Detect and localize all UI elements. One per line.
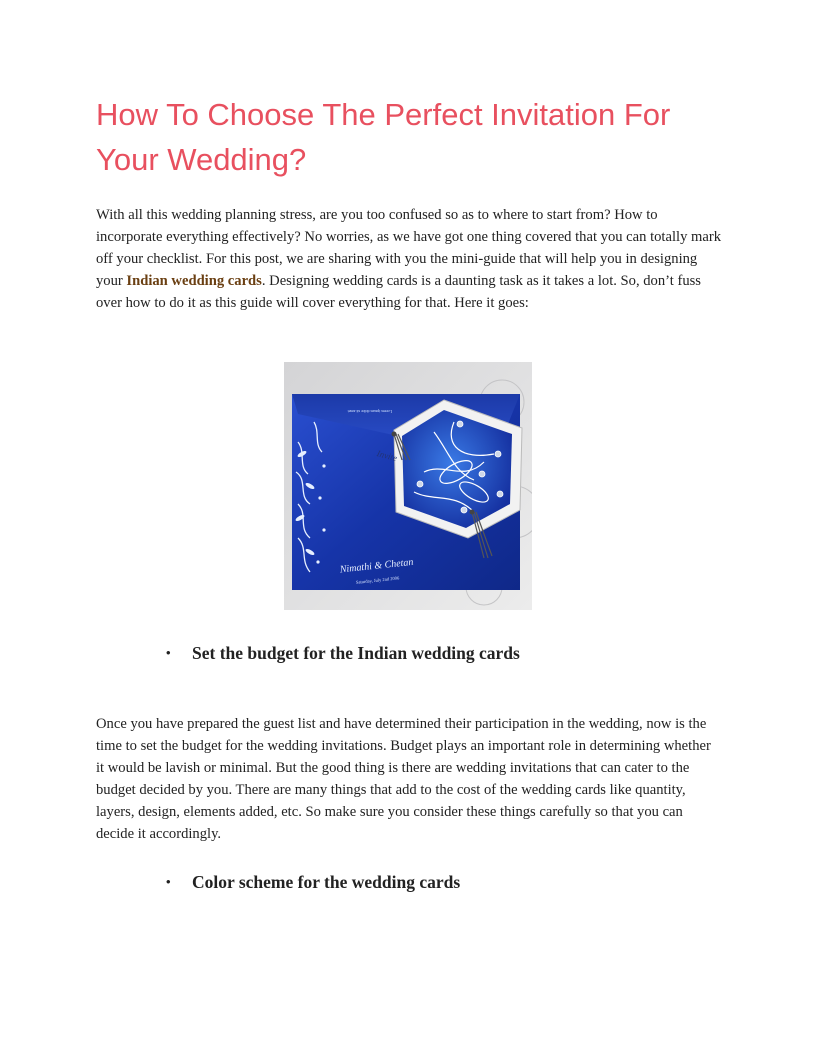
indian-wedding-cards-link[interactable]: Indian wedding cards	[126, 273, 262, 289]
bullet-icon: •	[166, 874, 171, 889]
wedding-card-image	[284, 362, 532, 610]
budget-paragraph: Once you have prepared the guest list and have determined their participation in the wedding, now is the time to set the budget for the wedding invitations. Budget plays an important role in determining whether it would be lavish or minimal. But the good thing is there are wedding invitations that can cater to the budget decided by you. There are many things that add to the cost of the wedding cards like quantity, layers, design, elements added, etc. So make sure you consider these things carefully so that you can decide it accordingly.	[96, 716, 711, 842]
section-heading-budget	[166, 641, 520, 665]
section-heading-color-scheme-text: Color scheme for the wedding cards	[192, 872, 461, 892]
intro-paragraph	[96, 204, 722, 314]
section-heading-budget-text: Set the budget for the Indian wedding cards	[192, 643, 520, 663]
card-names: Nimathi & Chetan	[339, 556, 414, 576]
page-title: How To Choose The Perfect Invitation For Your Wedding?	[96, 97, 671, 177]
card-inside-text: Invite	[375, 448, 399, 464]
card-flap-text: Lorem ipsum dolor sit amet	[347, 409, 392, 414]
intro-text-end: . Designing wedding cards is a daunting task as it takes a lot. So, don’t fuss over how to do it as this guide will cover everything for that. Here it goes:	[96, 273, 701, 311]
bullet-icon: •	[166, 645, 171, 660]
card-date: Saturday, July 2nd 2006	[355, 575, 400, 585]
section-heading-color-scheme	[166, 870, 460, 894]
intro-text-start: With all this wedding planning stress, are you too confused so as to where to start from? How to incorporate everything effectively? No worries, as we have got one thing covered that you can totally mark off your checklist. For this post, we are sharing with you the mini-guide that will help you in designing your	[96, 207, 722, 289]
